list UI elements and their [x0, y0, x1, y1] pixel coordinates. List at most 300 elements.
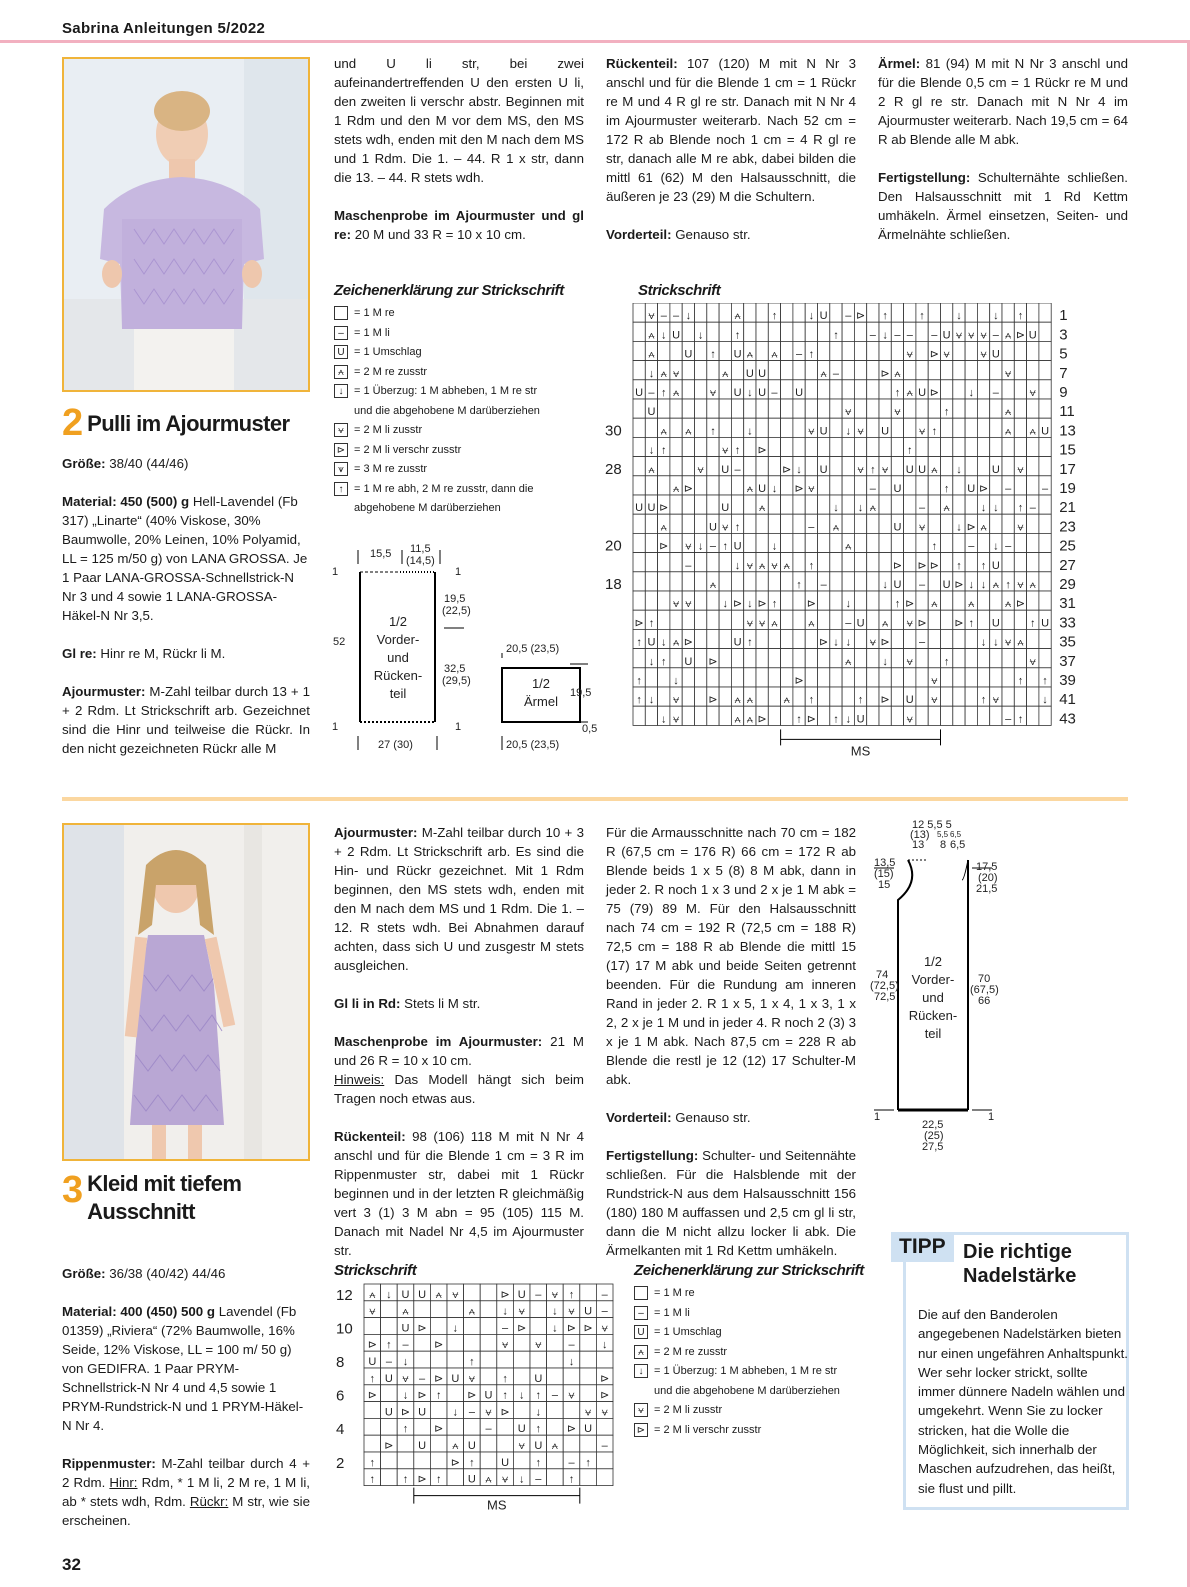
maschenprobe-text: 20 M und 33 R = 10 x 10 cm. — [351, 227, 526, 242]
chart-cell-symbol: ↓ — [993, 636, 999, 649]
chart-cell-symbol: U — [893, 521, 902, 534]
chart-cell-symbol: ⊳ — [929, 559, 939, 572]
chart-cell-symbol: – — [660, 310, 667, 323]
chart-cell-symbol: ↓ — [518, 1389, 525, 1402]
chart-cell-symbol: ⩝ — [918, 521, 926, 534]
measure-breite: 27 (30) — [378, 739, 413, 751]
chart-cell-symbol: – — [869, 329, 876, 342]
chart-cell-symbol: U — [635, 502, 644, 515]
chart-cell-symbol: ⩝ — [882, 463, 889, 476]
chart-cell-symbol: ⊳ — [819, 636, 829, 649]
chart-cell-symbol: U — [635, 387, 644, 399]
chart-row-label: 17 — [1059, 460, 1076, 478]
chart-cell-symbol: ⊳ — [1015, 598, 1026, 611]
chart-cell-symbol: ↓ — [882, 655, 888, 668]
chart-cell-symbol: ⩝ — [697, 463, 704, 476]
ajour-continued: und U li str, bei zwei aufeinandertreffenden U den ersten U li, den zweiten li verschr abstr. Beginnen mit 1 Rdm und den M vor dem MS, den MS stets wdh, enden mit den M nach dem MS und 1 Rdm. Die 1. – 44. R 1 x str, dann die 13. – 44. R stets wdh. — [334, 56, 584, 185]
chart-cell-symbol: – — [568, 1456, 575, 1469]
chart-cell-symbol: U — [819, 463, 828, 476]
article-title: Pulli im Ajourmuster — [87, 411, 290, 436]
tip-heading — [963, 1240, 1076, 1288]
page-number: 32 — [62, 1555, 81, 1574]
chart-cell-symbol: U — [905, 463, 914, 476]
chart-row-label: 5 — [1059, 345, 1068, 363]
fertig-text: Schulternähte schließen. Den Halsausschnitt mit 1 Rd Kettm umhäkeln. Ärmel einsetzen, Seiten- und Ärmelnähte schließen. — [878, 170, 1128, 242]
chart-cell-symbol: ↑ — [661, 444, 667, 457]
ajour-text: M-Zahl teilbar durch 13 + 1 + 2 Rdm. Lt Strickschrift arb. Gezeichnet sind die Hinr und teilweise die Rückr. In den nicht gezeichneten Rückr alle M — [62, 684, 310, 756]
chart-cell-symbol: ↓ — [956, 521, 962, 534]
chart-cell-symbol: ↓ — [661, 636, 667, 649]
chart-cell-symbol: ↑ — [648, 617, 655, 630]
kleid-side-1: 70 — [978, 973, 991, 985]
chart-cell-symbol: ↑ — [585, 1456, 591, 1469]
chart-cell-symbol: ⩝ — [808, 483, 815, 495]
chart-cell-symbol: ⊳ — [794, 483, 804, 495]
chart-title-2: Strickschrift — [638, 282, 721, 299]
chart-cell-symbol: – — [1005, 540, 1012, 553]
chart-row-label: 41 — [1059, 691, 1076, 709]
tip-heading-2: Nadelstärke — [963, 1265, 1077, 1287]
legend-symbol-icon: – — [634, 1306, 648, 1320]
chart-cell-symbol: ⊳ — [892, 559, 903, 572]
chart-cell-symbol: U — [534, 1440, 543, 1452]
vt-text: Genauso str. — [671, 1110, 751, 1125]
chart-cell-symbol: ⩜ — [931, 598, 938, 611]
chart-cell-symbol: ↓ — [882, 329, 888, 342]
measure-one-b: 1 — [455, 566, 462, 578]
chart-cell-symbol: ⩜ — [1029, 579, 1036, 591]
legend-item — [634, 1284, 840, 1304]
chart-cell-symbol: U — [758, 483, 767, 495]
chart-cell-symbol: ↑ — [943, 406, 950, 419]
chart-cell-symbol: U — [991, 463, 1000, 476]
chart-cell-symbol: ⩝ — [584, 1406, 592, 1419]
vt-label: Vorderteil: — [606, 1110, 672, 1125]
chart-cell-symbol: ↓ — [833, 502, 839, 515]
chart-cell-symbol: – — [845, 617, 852, 630]
legend-symbol-icon: ↑ — [334, 482, 348, 496]
legend-3 — [634, 1284, 840, 1440]
chart-cell-symbol: – — [672, 310, 680, 323]
chart-cell-symbol: ⩝ — [685, 598, 692, 611]
chart-cell-symbol: U — [918, 463, 927, 476]
ajour-label: Ajourmuster: — [62, 684, 146, 699]
chart-cell-symbol: ⊳ — [683, 483, 693, 495]
chart-cell-symbol: ↑ — [771, 598, 778, 611]
chart-cell-symbol: ⩜ — [672, 483, 680, 495]
chart-cell-symbol: U — [942, 329, 951, 342]
legend-item — [334, 343, 540, 363]
legend-text: = 1 M li — [654, 1306, 690, 1319]
chart-cell-symbol: U — [991, 617, 1000, 630]
chart-cell-symbol: ⩝ — [601, 1322, 608, 1335]
chart-cell-symbol: U — [905, 694, 914, 707]
legend-item — [634, 1382, 840, 1402]
chart-cell-symbol: ↓ — [808, 310, 815, 323]
chart-cell-symbol: ↓ — [845, 713, 851, 726]
chart-cell-symbol: ⩝ — [1017, 579, 1024, 591]
rippen-text-b: Rdm, * 1 M li, 2 M re, 1 M li, ab * stets wdh, Rdm. — [62, 1475, 310, 1509]
chart-cell-symbol: U — [368, 1356, 377, 1368]
chart-cell-symbol: ↑ — [535, 1456, 542, 1469]
chart-cell-symbol: ⩝ — [746, 617, 753, 630]
chart-cell-symbol: ↑ — [636, 636, 642, 649]
chart-cell-symbol: ⩜ — [722, 367, 729, 380]
chart-cell-symbol: ⩝ — [918, 425, 926, 438]
chart-row-label: 9 — [1059, 384, 1068, 401]
legend-symbol-icon: ⊳ — [334, 443, 348, 457]
chart-row-label: 8 — [336, 1354, 345, 1371]
glre-label: Gl re: — [62, 646, 97, 661]
chart-cell-symbol: ⩝ — [771, 559, 778, 572]
chart-cell-symbol: ↑ — [469, 1456, 475, 1469]
legend-item — [334, 304, 540, 324]
body-label-2: Vorder- — [376, 632, 420, 647]
chart-cell-symbol: U — [418, 1406, 427, 1419]
chart-cell-symbol: ↑ — [568, 1473, 575, 1486]
groesse-label: Größe: — [62, 456, 106, 471]
measure-armloch-alt: (22,5) — [442, 605, 471, 617]
chart-cell-symbol: ⊳ — [978, 483, 989, 495]
groesse-text: 38/40 (44/46) — [105, 456, 189, 471]
chart-cell-symbol: ⊳ — [880, 636, 890, 649]
chart-cell-symbol: ⩜ — [783, 694, 790, 707]
chart-cell-symbol: ⩝ — [894, 406, 901, 419]
article3-col2 — [334, 823, 584, 1279]
chart-cell-symbol: ↑ — [808, 559, 815, 572]
chart-row-label: 30 — [605, 422, 622, 440]
chart-cell-symbol: ↓ — [993, 310, 999, 323]
chart-row-label: 7 — [1059, 364, 1068, 382]
chart-cell-symbol: U — [893, 483, 902, 495]
chart-cell-symbol: ⩜ — [1017, 636, 1024, 649]
chart-cell-symbol: ↓ — [771, 540, 778, 553]
chart-cell-symbol: U — [384, 1372, 393, 1385]
chart-cell-symbol: ⩜ — [660, 521, 667, 534]
chart-cell-symbol: U — [856, 617, 865, 630]
chart-cell-symbol: U — [733, 348, 742, 361]
aermel-text: 81 (94) M mit N Nr 3 anschl und für die Blende 0,5 cm = 1 Rückr re M und 2 R gl re str. Danach mit N Nr 4 im Ajourmuster weiterarb. Nach 19,5 cm = 64 R ab Blende alle M abk. — [878, 56, 1128, 147]
chart-cell-symbol: – — [845, 310, 852, 323]
chart-cell-symbol: ↑ — [1017, 713, 1024, 726]
chart-row-label: 21 — [1059, 499, 1076, 517]
chart-cell-symbol: U — [501, 1456, 510, 1469]
chart-cell-symbol: ↓ — [386, 1288, 392, 1301]
chart-cell-symbol: – — [918, 579, 926, 591]
chart-cell-symbol: ⩝ — [943, 348, 950, 361]
chart-cell-symbol: ⊳ — [757, 598, 767, 611]
chart-ms-label: MS — [487, 1497, 507, 1512]
chart-cell-symbol: ⩜ — [869, 502, 876, 515]
kleid-left-1: 13,5 — [874, 857, 896, 869]
chart-cell-symbol: U — [819, 310, 828, 323]
chart-cell-symbol: ↓ — [993, 540, 999, 553]
chart-cell-symbol: ↑ — [931, 425, 938, 438]
chart-cell-symbol: U — [991, 559, 1000, 572]
chart-cell-symbol: ↑ — [1042, 675, 1048, 687]
chart-cell-symbol: ↓ — [993, 502, 999, 515]
chart-cell-symbol: – — [648, 387, 655, 399]
chart-cell-symbol: ↓ — [771, 483, 778, 495]
kleid-side-3: 66 — [978, 995, 991, 1007]
chart-cell-symbol: ⩜ — [369, 1288, 376, 1301]
chart-cell-symbol: ↓ — [845, 636, 851, 649]
legend-item — [634, 1323, 840, 1343]
chart-cell-symbol: ⊳ — [450, 1456, 460, 1469]
chart-cell-symbol: – — [918, 502, 926, 515]
tip-tag: TIPP — [891, 1232, 954, 1262]
chart-cell-symbol: ↑ — [882, 310, 888, 323]
chart-cell-symbol: ⊳ — [384, 1440, 394, 1452]
body-label-1: 1/2 — [388, 614, 408, 629]
chart-cell-symbol: ⩜ — [672, 636, 680, 649]
chart-row-label: 37 — [1059, 652, 1076, 670]
chart-cell-symbol: ↓ — [648, 655, 655, 668]
chart-cell-symbol: ⩜ — [894, 367, 901, 380]
article-title-line1: Kleid mit tiefem — [87, 1171, 242, 1196]
glli-label: Gl li in Rd: — [334, 996, 401, 1011]
chart-cell-symbol: ↑ — [734, 444, 741, 457]
chart-cell-symbol: ↑ — [943, 483, 950, 495]
rt-label: Rückenteil: — [334, 1129, 406, 1144]
chart-cell-symbol: ⩜ — [485, 1473, 492, 1486]
legend-symbol-icon: U — [634, 1325, 648, 1339]
chart-cell-symbol: ⩝ — [906, 713, 913, 726]
chart-row-label: 4 — [336, 1421, 345, 1439]
chart-cell-symbol: ⩜ — [906, 387, 913, 399]
chart-cell-symbol: – — [931, 329, 938, 342]
chart-cell-symbol: – — [551, 1389, 558, 1402]
chart-cell-symbol: ⩝ — [1029, 387, 1036, 399]
kleid-top-3: 5,5 — [937, 830, 949, 839]
chart-cell-symbol: ⊳ — [806, 598, 816, 611]
chart-cell-symbol: – — [385, 1356, 392, 1368]
chart-cell-symbol: U — [484, 1389, 493, 1402]
kleid-width-3: 27,5 — [922, 1141, 944, 1153]
chart-cell-symbol: ↓ — [845, 425, 851, 438]
chart-cell-symbol: ⩜ — [746, 483, 753, 495]
article2-col4 — [878, 54, 1128, 263]
rueckenteil-text: 107 (120) M mit N Nr 3 anschl und für die Blende 1 cm = 1 Rückr re M und 4 R gl re str. Danach mit N Nr 4 im Ajourmuster weiterarb. Nach 52 cm = 172 R ab Blende noch 1 cm = 4 R gl re str, danach alle M re abk, dabei bilden die mittl 61 (62) M den Halsausschnitt, die äußeren je 23 (29) M die Schultern. — [606, 56, 856, 204]
legend-text: = 1 Überzug: 1 M abheben, 1 M re str — [354, 385, 538, 397]
chart-cell-symbol: ↑ — [636, 694, 642, 707]
chart-cell-symbol: ↑ — [833, 713, 839, 726]
chart-cell-symbol: ⩝ — [1017, 463, 1024, 476]
sleeve-bottom: 20,5 (23,5) — [506, 739, 560, 751]
chart-cell-symbol: ↓ — [535, 1406, 542, 1419]
running-header: Sabrina Anleitungen 5/2022 — [62, 20, 266, 37]
legend-text: = 1 Überzug: 1 M abheben, 1 M re str — [654, 1365, 838, 1377]
chart-row-label: 12 — [336, 1286, 353, 1304]
legend-text: = 1 M re — [654, 1287, 695, 1299]
chart-cell-symbol: ⊳ — [855, 310, 866, 323]
chart-cell-symbol: ⩝ — [551, 1288, 559, 1301]
chart-cell-symbol: ⊳ — [367, 1389, 377, 1402]
chart-row-label: 28 — [605, 460, 622, 478]
schematic-pulli — [330, 540, 610, 765]
chart-cell-symbol: – — [820, 579, 827, 591]
rt-text: 98 (106) 118 M mit N Nr 4 anschl und für die Blende 1 cm = 3 R im Rippenmuster str, dabei mit 1 Rückr beginnen und in der letzten R gleichmäßig vert 3 (1) 3 M abn = 95 (105) 115 M. Danach mit Nadel Nr 4,5 im Ajourmuster str. — [334, 1129, 584, 1258]
chart-cell-symbol: ⊳ — [434, 1372, 444, 1385]
measure-one-c: 1 — [332, 721, 339, 733]
chart-cell-symbol: U — [584, 1423, 593, 1436]
chart-cell-symbol: ↑ — [502, 1389, 508, 1402]
chart-cell-symbol: – — [1005, 483, 1012, 495]
chart-cell-symbol: ⩝ — [1005, 636, 1012, 649]
chart-cell-symbol: ⊳ — [806, 713, 816, 726]
chart-cell-symbol: ⩝ — [518, 1440, 525, 1452]
legend-item — [634, 1421, 840, 1441]
chart-cell-symbol: U — [534, 1372, 543, 1385]
chart-cell-symbol: – — [795, 348, 803, 361]
chart-cell-symbol: – — [992, 387, 999, 399]
chart-cell-symbol: ↑ — [870, 463, 876, 476]
chart-cell-symbol: ⩜ — [808, 617, 815, 630]
chart-cell-symbol: ↓ — [402, 1356, 409, 1368]
chart-cell-symbol: ↑ — [796, 579, 802, 591]
chart-cell-symbol: ⊳ — [400, 1406, 411, 1419]
chart-cell-symbol: U — [401, 1288, 410, 1301]
chart-cell-symbol: ⩜ — [1005, 425, 1012, 438]
chart-cell-symbol: ↓ — [685, 310, 692, 323]
chart-cell-symbol: – — [968, 540, 975, 553]
chart-cell-symbol: ⩝ — [501, 1473, 509, 1486]
chart-cell-symbol: – — [568, 1339, 575, 1352]
sleeve-label-1: 1/2 — [531, 676, 551, 691]
chart-row-label: 39 — [1059, 672, 1076, 689]
legend-symbol-icon: ⩜ — [634, 1345, 648, 1359]
chart-cell-symbol: ↓ — [452, 1406, 459, 1419]
chart-cell-symbol: ⊳ — [566, 1322, 577, 1335]
chart-cell-symbol: ⊳ — [929, 387, 939, 399]
aermel-label: Ärmel: — [878, 56, 921, 71]
material-label: Material: 450 (500) g — [62, 494, 190, 509]
chart-cell-symbol: ↑ — [808, 348, 815, 361]
glre-text: Hinr re M, Rückr li M. — [96, 646, 226, 661]
chart-cell-symbol: ⩜ — [1005, 598, 1012, 611]
chart-cell-symbol: ⩝ — [845, 406, 852, 419]
body-label-3: und — [387, 650, 409, 665]
chart-cell-symbol: ↑ — [369, 1372, 376, 1385]
legend-text: = 2 M re zusstr — [354, 365, 428, 378]
material-label: Material: 400 (450) 500 g — [62, 1304, 215, 1319]
chart-cell-symbol: ↓ — [734, 559, 741, 572]
legend-item — [334, 324, 540, 344]
chart-cell-symbol: ↓ — [697, 329, 704, 342]
chart-cell-symbol: ↑ — [386, 1339, 392, 1352]
chart-cell-symbol: ↑ — [980, 694, 987, 707]
chart-cell-symbol: U — [758, 387, 767, 399]
chart-cell-symbol: ⊳ — [600, 1389, 610, 1402]
chart-cell-symbol: ⩝ — [980, 348, 987, 361]
chart-cell-symbol: U — [795, 387, 804, 399]
ajour-label: Ajourmuster: — [334, 825, 418, 840]
chart-cell-symbol: ↑ — [636, 675, 642, 687]
legend-item — [334, 460, 540, 480]
chart-cell-symbol: ↓ — [661, 713, 667, 726]
kleid-width-2: (25) — [924, 1130, 944, 1142]
legend-text: = 2 M li zusstr — [354, 424, 423, 436]
chart-cell-symbol: ⊳ — [634, 617, 644, 630]
chart-cell-symbol: U — [733, 387, 742, 399]
chart-cell-symbol: – — [1041, 483, 1049, 495]
chart-cell-symbol: ↑ — [808, 694, 815, 707]
article3-col3 — [606, 823, 856, 1279]
kleid-top-1: 12 5,5 5 — [912, 820, 952, 831]
chart-ms-label: MS — [850, 743, 871, 759]
legend-text: abgehobene M darüberziehen — [354, 502, 501, 514]
chart-cell-symbol: – — [771, 387, 778, 399]
chart-cell-symbol: ⩝ — [402, 1372, 409, 1385]
legend-symbol-icon: ⩝ — [334, 423, 348, 437]
chart-row-label: 15 — [1059, 441, 1076, 459]
chart-cell-symbol: ⩜ — [1005, 329, 1012, 342]
chart-row-label: 10 — [336, 1320, 353, 1338]
chart-cell-symbol: ⩝ — [535, 1339, 542, 1352]
chart-cell-symbol: ⩜ — [759, 502, 766, 515]
fertig-label: Fertigstellung: — [878, 170, 971, 185]
chart-cell-symbol: ↓ — [833, 636, 839, 649]
material-text: Hell-Lavendel (Fb 317) „Linarte“ (40% Viskose, 30% Baumwolle, 20% Leinen, 10% Polyamid, LL = 125 m/50 g) von LANA GROSSA. Je 1 Paar LANA-GROSSA-Schnellstrick-N Nr 3 und 4 sowie 1 LANA-GROSSA-Häkel-N Nr 3,5. — [62, 494, 308, 623]
legend-symbol-icon: ⩜ — [334, 365, 348, 379]
chart-cell-symbol: ⊳ — [880, 367, 890, 380]
chart-cell-symbol: – — [685, 559, 692, 572]
chart-cell-symbol: ⩜ — [734, 713, 741, 726]
chart-cell-symbol: ↑ — [919, 310, 925, 323]
legend-item — [634, 1362, 840, 1382]
chart-cell-symbol: U — [467, 1473, 476, 1486]
chart-cell-symbol: U — [758, 367, 767, 380]
sleeve-label-2: Ärmel — [524, 694, 558, 709]
rippen-hinr: Hinr: — [109, 1475, 138, 1490]
chart-cell-symbol: ↓ — [968, 387, 974, 399]
chart-row-label: 18 — [605, 576, 622, 593]
chart-cell-symbol: ↑ — [369, 1473, 376, 1486]
chart-cell-symbol: ⩝ — [722, 521, 729, 534]
chart-cell-symbol: U — [684, 655, 693, 668]
glli-text: Stets li M str. — [400, 996, 481, 1011]
legend-symbol-icon: ⩝ — [634, 1403, 648, 1417]
article3-col1 — [62, 1264, 310, 1549]
groesse-label: Größe: — [62, 1266, 106, 1281]
chart-cell-symbol: ⩝ — [955, 329, 963, 342]
legend-text: = 2 M li zusstr — [654, 1404, 723, 1416]
chart-row-label: 6 — [336, 1387, 345, 1405]
chart-cell-symbol: ⩜ — [672, 387, 680, 399]
chart-cell-symbol: ⩜ — [685, 425, 692, 438]
legend-symbol-icon: U — [334, 345, 348, 359]
kleid-top-4: 6,5 — [950, 830, 962, 839]
chart-cell-symbol: ↑ — [435, 1389, 442, 1402]
chart-cell-symbol: – — [1005, 713, 1012, 726]
chart-cell-symbol: ⩜ — [435, 1288, 442, 1301]
chart-cell-symbol: ⩝ — [672, 598, 680, 611]
chart-cell-symbol: ⩝ — [1005, 367, 1012, 380]
chart-cell-symbol: ↑ — [535, 1423, 542, 1436]
chart-cell-symbol: ⩜ — [551, 1440, 559, 1452]
chart-cell-symbol: ⊳ — [434, 1339, 444, 1352]
chart-cell-symbol: ⩜ — [746, 348, 753, 361]
kleid-width-1: 22,5 — [922, 1119, 944, 1131]
chart-cell-symbol: – — [601, 1440, 608, 1452]
chart-cell-symbol: ↓ — [747, 387, 753, 399]
chart-cell-symbol: ⩜ — [648, 329, 655, 342]
chart-cell-symbol: ↓ — [601, 1339, 608, 1352]
body-label-5: teil — [389, 686, 407, 701]
kleid-top-6: 8 — [940, 839, 947, 851]
chart-cell-symbol: ↑ — [568, 1288, 575, 1301]
chart-cell-symbol: ⊳ — [659, 502, 669, 515]
